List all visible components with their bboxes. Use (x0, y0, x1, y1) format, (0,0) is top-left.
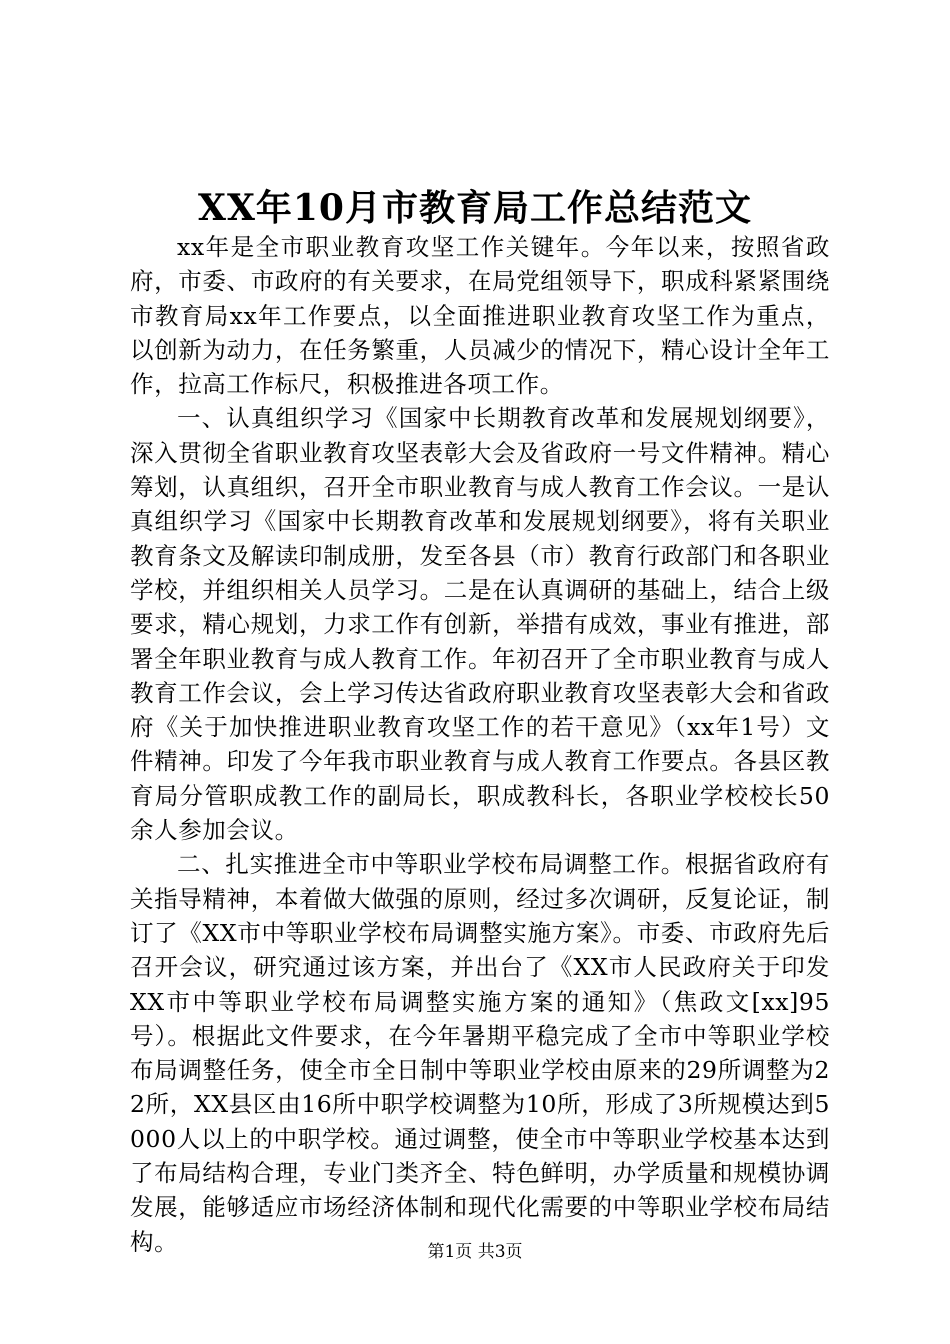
paragraph-intro: xx年是全市职业教育攻坚工作关键年。今年以来，按照省政府，市委、市政府的有关要求，在局党组领导下，职成科紧紧围绕市教育局xx年工作要点，以全面推进职业教育攻坚工作为重点，以创新为动力，在任务繁重，人员减少的情况下，精心设计全年工作，拉高工作标尺，积极推进各项工作。 (130, 233, 830, 399)
page-footer: 第1页 共3页 (427, 1242, 523, 1262)
paragraph-section-2: 二、扎实推进全市中等职业学校布局调整工作。根据省政府有关指导精神，本着做大做强的原则，经过多次调研，反复论证，制订了《XX市中等职业学校布局调整实施方案》。市委、市政府先后召开会议，研究通过该方案，并出台了《XX市人民政府关于印发XX市中等职业学校布局调整实施方案的通知》（焦政文[xx]95号）。根据此文件要求，在今年暑期平稳完成了全市中等职业学校布局调整任务，使全市全日制中等职业学校由原来的29所调整为22所，XX县区由16所中职学校调整为10所，形成了3所规模达到5000人以上的中职学校。通过调整，使全市中等职业学校基本达到了布局结构合理，专业门类齐全、特色鲜明，办学质量和规模协调发展，能够适应市场经济体制和现代化需要的中等职业学校布局结构。 (130, 850, 830, 1256)
paragraph-section-1: 一、认真组织学习《国家中长期教育改革和发展规划纲要》，深入贯彻全省职业教育攻坚表彰大会及省政府一号文件精神。精心筹划，认真组织，召开全市职业教育与成人教育工作会议。一是认真组织学习《国家中长期教育改革和发展规划纲要》，将有关职业教育条文及解读印制成册，发至各县（市）教育行政部门和各职业学校，并组织相关人员学习。二是在认真调研的基础上，结合上级要求，精心规划，力求工作有创新，举措有成效，事业有推进，部署全年职业教育与成人教育工作。年初召开了全市职业教育与成人教育工作会议，会上学习传达省政府职业教育攻坚表彰大会和省政府《关于加快推进职业教育攻坚工作的若干意见》（xx年1号）文件精神。印发了今年我市职业教育与成人教育工作要点。各县区教育局分管职成教工作的副局长，职成教科长，各职业学校校长50余人参加会议。 (130, 404, 830, 845)
document-title: XX年10月市教育局工作总结范文 (198, 187, 752, 229)
document-body (130, 230, 830, 1259)
